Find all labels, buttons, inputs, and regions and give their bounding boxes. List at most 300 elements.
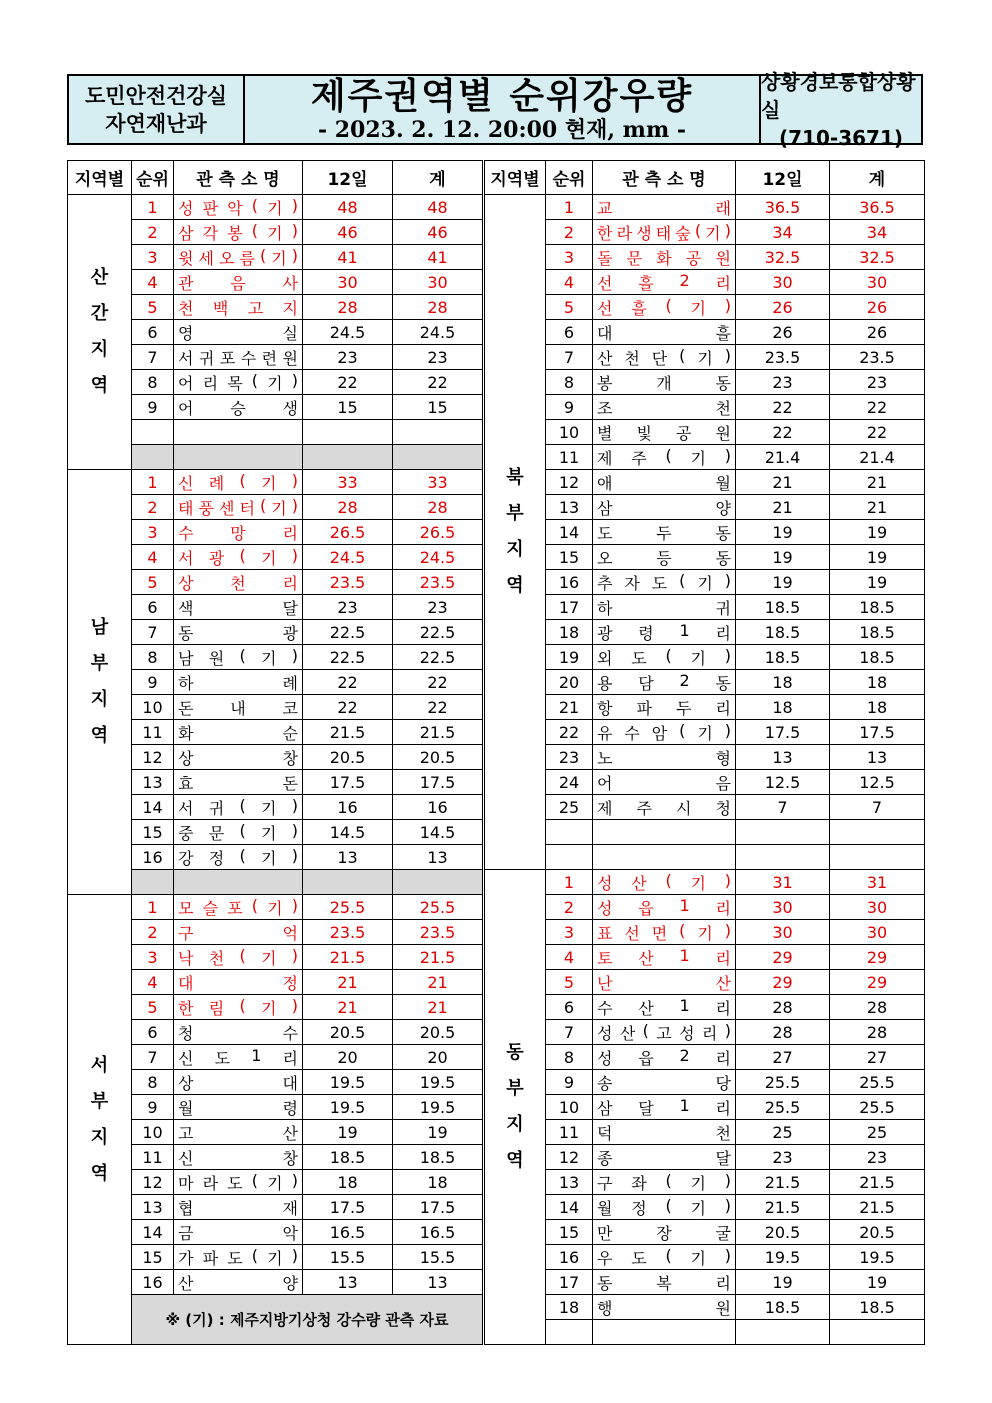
- rank-cell: 7: [546, 345, 593, 370]
- department-line1: 도민안전건강실: [84, 83, 227, 108]
- col-station: 관 측 소 명: [593, 161, 736, 195]
- region-label: 남 부 지 역: [68, 470, 132, 895]
- total-rain: 13: [393, 1270, 483, 1295]
- empty-cell: [546, 820, 593, 845]
- empty-cell: [830, 845, 925, 870]
- station-name: [174, 1045, 303, 1070]
- station-name-text: 영 실: [178, 323, 298, 343]
- station-name-text: 태 풍 센 터 ( 기 ): [178, 495, 298, 518]
- rank-cell: 2: [132, 495, 174, 520]
- total-rain: 19.5: [830, 1245, 925, 1270]
- total-rain: 19: [830, 1270, 925, 1295]
- station-name-text: 대 정: [178, 973, 298, 993]
- day-rain: 23.5: [736, 345, 830, 370]
- table-row: [485, 1145, 925, 1170]
- rank-cell: 16: [546, 1245, 593, 1270]
- empty-cell: [174, 420, 303, 445]
- station-name-text: 삼 각 봉 ( 기 ): [178, 220, 298, 243]
- total-rain: 16: [393, 795, 483, 820]
- station-name: [593, 770, 736, 795]
- total-rain: 21: [393, 970, 483, 995]
- total-rain: 25.5: [830, 1070, 925, 1095]
- table-row: [485, 970, 925, 995]
- table-row: [485, 1170, 925, 1195]
- total-rain: 28: [393, 295, 483, 320]
- table-row: [68, 195, 483, 220]
- station-name-text: 만 장 굴: [597, 1223, 731, 1243]
- rank-cell: 16: [132, 1270, 174, 1295]
- rank-cell: 14: [132, 1220, 174, 1245]
- rank-cell: 10: [546, 420, 593, 445]
- station-name: [174, 1120, 303, 1145]
- empty-cell: [830, 820, 925, 845]
- table-row: [485, 1295, 925, 1320]
- day-rain: 19.5: [303, 1070, 393, 1095]
- empty-cell: [393, 870, 483, 895]
- table-row: [485, 320, 925, 345]
- station-name-text: 하 귀: [597, 598, 731, 618]
- rank-cell: 4: [132, 545, 174, 570]
- day-rain: 31: [736, 870, 830, 895]
- station-name: [593, 320, 736, 345]
- total-rain: 21.5: [830, 1170, 925, 1195]
- total-rain: 30: [830, 920, 925, 945]
- rank-cell: 15: [132, 1245, 174, 1270]
- rank-cell: 1: [546, 195, 593, 220]
- station-name: [174, 1020, 303, 1045]
- station-name-text: 애 월: [597, 473, 731, 493]
- station-name: [593, 445, 736, 470]
- page-subtitle: - 2023. 2. 12. 20:00 현재, mm -: [317, 116, 687, 143]
- station-name-text: 제 주 시 청: [597, 798, 731, 818]
- station-name-text: 산 양: [178, 1273, 298, 1293]
- total-rain: 31: [830, 870, 925, 895]
- day-rain: 41: [303, 245, 393, 270]
- station-name-text: 성 읍 2 리: [597, 1045, 731, 1068]
- total-rain: 13: [393, 845, 483, 870]
- department-line2: 자연재난과: [105, 111, 207, 136]
- station-name-text: 효 돈: [178, 773, 298, 793]
- station-name: [174, 570, 303, 595]
- day-rain: 20.5: [303, 745, 393, 770]
- total-rain: 17.5: [393, 1195, 483, 1220]
- day-rain: 18.5: [736, 1295, 830, 1320]
- station-name: [593, 1295, 736, 1320]
- total-rain: 22: [830, 395, 925, 420]
- total-rain: 18.5: [830, 595, 925, 620]
- station-name-text: 수 망 리: [178, 523, 298, 543]
- total-rain: 26.5: [393, 520, 483, 545]
- table-row: [485, 670, 925, 695]
- day-rain: 25.5: [736, 1070, 830, 1095]
- station-name: [593, 195, 736, 220]
- station-name-text: 신 도 1 리: [178, 1045, 298, 1068]
- table-row: [485, 720, 925, 745]
- day-rain: 18.5: [736, 595, 830, 620]
- source-note: ※ (기) : 제주지방기상청 강수량 관측 자료: [132, 1295, 483, 1345]
- table-row: [485, 545, 925, 570]
- station-name: [174, 895, 303, 920]
- empty-cell: [132, 420, 174, 445]
- day-rain: 26: [736, 320, 830, 345]
- rank-cell: 18: [546, 620, 593, 645]
- rank-cell: 9: [132, 1095, 174, 1120]
- station-name-text: 고 산: [178, 1123, 298, 1143]
- station-name: [593, 270, 736, 295]
- rank-cell: 8: [132, 645, 174, 670]
- station-name: [593, 1245, 736, 1270]
- empty-cell: [593, 1320, 736, 1345]
- rank-cell: 11: [546, 1120, 593, 1145]
- day-rain: 22: [303, 370, 393, 395]
- station-name-text: 서 귀 포 수 련 원: [178, 348, 298, 368]
- col-day: 12일: [303, 161, 393, 195]
- day-rain: 21: [303, 970, 393, 995]
- day-rain: 30: [303, 270, 393, 295]
- total-rain: 23.5: [830, 345, 925, 370]
- table-row: [485, 1270, 925, 1295]
- station-name-text: 산 천 단 ( 기 ): [597, 345, 731, 368]
- station-name: [593, 470, 736, 495]
- day-rain: 24.5: [303, 320, 393, 345]
- station-name: [593, 795, 736, 820]
- empty-row: [485, 845, 925, 870]
- day-rain: 30: [736, 920, 830, 945]
- station-name-text: 어 리 목 ( 기 ): [178, 370, 298, 393]
- day-rain: 33: [303, 470, 393, 495]
- station-name-text: 신 례 ( 기 ): [178, 470, 298, 493]
- station-name-text: 우 도 ( 기 ): [597, 1245, 731, 1268]
- total-rain: 16.5: [393, 1220, 483, 1245]
- total-rain: 17.5: [393, 770, 483, 795]
- station-name: [174, 845, 303, 870]
- empty-cell: [303, 420, 393, 445]
- total-rain: 26: [830, 320, 925, 345]
- table-row: [485, 620, 925, 645]
- total-rain: 19.5: [393, 1095, 483, 1120]
- table-row: [485, 370, 925, 395]
- station-name: [593, 1170, 736, 1195]
- rank-cell: 6: [546, 320, 593, 345]
- total-rain: 18: [830, 695, 925, 720]
- total-rain: 20.5: [393, 745, 483, 770]
- day-rain: 20.5: [736, 1220, 830, 1245]
- station-name: [593, 645, 736, 670]
- day-rain: 25.5: [736, 1095, 830, 1120]
- rank-cell: 21: [546, 695, 593, 720]
- total-rain: 20.5: [393, 1020, 483, 1045]
- station-name: [174, 745, 303, 770]
- empty-row: [485, 820, 925, 845]
- day-rain: 19: [736, 545, 830, 570]
- day-rain: 36.5: [736, 195, 830, 220]
- station-name: [174, 720, 303, 745]
- region-label: 서 부 지 역: [68, 895, 132, 1345]
- day-rain: 48: [303, 195, 393, 220]
- station-name-text: 성 산 ( 기 ): [597, 870, 731, 893]
- empty-cell: [393, 420, 483, 445]
- day-rain: 30: [736, 895, 830, 920]
- station-name: [174, 820, 303, 845]
- total-rain: 27: [830, 1045, 925, 1070]
- day-rain: 19: [303, 1120, 393, 1145]
- station-name: [174, 1145, 303, 1170]
- station-name-text: 오 등 동: [597, 548, 731, 568]
- day-rain: 20.5: [303, 1020, 393, 1045]
- rank-cell: 14: [132, 795, 174, 820]
- station-name: [593, 620, 736, 645]
- station-name: [174, 320, 303, 345]
- station-name: [174, 645, 303, 670]
- table-row: [485, 1120, 925, 1145]
- station-name-text: 선 흘 ( 기 ): [597, 295, 731, 318]
- rank-cell: 9: [546, 395, 593, 420]
- station-name: [174, 495, 303, 520]
- total-rain: 33: [393, 470, 483, 495]
- day-rain: 24.5: [303, 545, 393, 570]
- total-rain: 20.5: [830, 1220, 925, 1245]
- rank-cell: 18: [546, 1295, 593, 1320]
- rank-cell: 8: [132, 370, 174, 395]
- table-row: [485, 1020, 925, 1045]
- table-row: [485, 1245, 925, 1270]
- station-name-text: 난 산: [597, 973, 731, 993]
- right-rainfall-table: [484, 160, 925, 1345]
- station-name-text: 하 례: [178, 673, 298, 693]
- rank-cell: 9: [132, 395, 174, 420]
- station-name-text: 한 림 ( 기 ): [178, 995, 298, 1018]
- station-name: [174, 695, 303, 720]
- station-name-text: 금 악: [178, 1223, 298, 1243]
- rank-cell: 3: [132, 245, 174, 270]
- table-row: [485, 1070, 925, 1095]
- day-rain: 30: [736, 270, 830, 295]
- station-name-text: 마 라 도 ( 기 ): [178, 1170, 298, 1193]
- day-rain: 23: [303, 345, 393, 370]
- table-row: [485, 745, 925, 770]
- station-name-text: 낙 천 ( 기 ): [178, 945, 298, 968]
- rank-cell: 7: [132, 345, 174, 370]
- station-name: [593, 570, 736, 595]
- total-rain: 25.5: [393, 895, 483, 920]
- day-rain: 17.5: [303, 1195, 393, 1220]
- day-rain: 22: [303, 695, 393, 720]
- rank-cell: 7: [546, 1020, 593, 1045]
- day-rain: 13: [736, 745, 830, 770]
- total-rain: 30: [393, 270, 483, 295]
- station-name-text: 서 광 ( 기 ): [178, 545, 298, 568]
- total-rain: 18.5: [830, 620, 925, 645]
- empty-cell: [303, 870, 393, 895]
- day-rain: 22: [736, 420, 830, 445]
- empty-cell: [546, 1320, 593, 1345]
- station-name-text: 성 판 악 ( 기 ): [178, 195, 298, 218]
- rank-cell: 15: [546, 545, 593, 570]
- table-row: [485, 695, 925, 720]
- rank-cell: 13: [546, 495, 593, 520]
- total-rain: 18: [830, 670, 925, 695]
- rank-cell: 10: [132, 1120, 174, 1145]
- station-name: [593, 670, 736, 695]
- station-name: [593, 870, 736, 895]
- total-rain: 22.5: [393, 645, 483, 670]
- total-rain: 24.5: [393, 545, 483, 570]
- day-rain: 28: [736, 1020, 830, 1045]
- total-rain: 19.5: [393, 1070, 483, 1095]
- station-name: [593, 1020, 736, 1045]
- left-rainfall-table: [67, 160, 483, 1345]
- station-name: [174, 470, 303, 495]
- rank-cell: 7: [132, 1045, 174, 1070]
- total-rain: 18.5: [830, 645, 925, 670]
- rank-cell: 4: [546, 270, 593, 295]
- total-rain: 21: [830, 470, 925, 495]
- station-name: [174, 270, 303, 295]
- station-name: [174, 370, 303, 395]
- rank-cell: 6: [132, 595, 174, 620]
- station-name-text: 제 주 ( 기 ): [597, 445, 731, 468]
- rank-cell: 4: [132, 270, 174, 295]
- station-name-text: 중 문 ( 기 ): [178, 820, 298, 843]
- rank-cell: 2: [546, 220, 593, 245]
- table-row: [485, 895, 925, 920]
- total-rain: 28: [830, 995, 925, 1020]
- total-rain: 22: [393, 670, 483, 695]
- rank-cell: 14: [546, 520, 593, 545]
- total-rain: 18.5: [830, 1295, 925, 1320]
- station-name-text: 어 음: [597, 773, 731, 793]
- rank-cell: 5: [546, 295, 593, 320]
- contact-line2: (710-3671): [779, 125, 903, 150]
- station-name-text: 돈 내 코: [178, 698, 298, 718]
- col-region: 지역별: [485, 161, 546, 195]
- day-rain: 19: [736, 570, 830, 595]
- day-rain: 29: [736, 970, 830, 995]
- empty-cell: [736, 845, 830, 870]
- station-name-text: 항 파 두 리: [597, 698, 731, 718]
- day-rain: 18.5: [736, 620, 830, 645]
- station-name-text: 토 산 1 리: [597, 945, 731, 968]
- day-rain: 18.5: [303, 1145, 393, 1170]
- station-name-text: 별 빛 공 원: [597, 423, 731, 443]
- station-name-text: 종 달: [597, 1148, 731, 1168]
- department-box: [69, 76, 245, 143]
- station-name: [593, 245, 736, 270]
- region-label: 동 부 지 역: [485, 870, 546, 1345]
- rank-cell: 15: [546, 1220, 593, 1245]
- total-rain: 21: [393, 995, 483, 1020]
- station-name: [174, 1245, 303, 1270]
- station-name-text: 천 백 고 지: [178, 298, 298, 318]
- rank-cell: 6: [132, 320, 174, 345]
- rank-cell: 8: [546, 370, 593, 395]
- station-name-text: 노 형: [597, 748, 731, 768]
- total-rain: 23.5: [393, 920, 483, 945]
- day-rain: 16.5: [303, 1220, 393, 1245]
- station-name: [593, 395, 736, 420]
- station-name: [593, 720, 736, 745]
- table-row: [485, 1220, 925, 1245]
- day-rain: 23: [303, 595, 393, 620]
- rank-cell: 12: [546, 1145, 593, 1170]
- rank-cell: 11: [132, 1145, 174, 1170]
- station-name-text: 대 흘: [597, 323, 731, 343]
- total-rain: 19: [393, 1120, 483, 1145]
- total-rain: 15: [393, 395, 483, 420]
- rank-cell: 3: [132, 945, 174, 970]
- total-rain: 23.5: [393, 570, 483, 595]
- station-name-text: 청 수: [178, 1023, 298, 1043]
- total-rain: 19: [830, 545, 925, 570]
- station-name: [174, 1195, 303, 1220]
- total-rain: 24.5: [393, 320, 483, 345]
- empty-row: [485, 1320, 925, 1345]
- rank-cell: 9: [546, 1070, 593, 1095]
- rank-cell: 10: [132, 695, 174, 720]
- total-rain: 23: [830, 370, 925, 395]
- station-name: [593, 220, 736, 245]
- rank-cell: 12: [546, 470, 593, 495]
- station-name-text: 유 수 암 ( 기 ): [597, 720, 731, 743]
- day-rain: 26: [736, 295, 830, 320]
- day-rain: 21.5: [736, 1195, 830, 1220]
- station-name: [593, 920, 736, 945]
- rank-cell: 2: [546, 895, 593, 920]
- station-name: [593, 370, 736, 395]
- station-name-text: 남 원 ( 기 ): [178, 645, 298, 668]
- station-name: [174, 595, 303, 620]
- table-row: [485, 795, 925, 820]
- day-rain: 25.5: [303, 895, 393, 920]
- station-name: [593, 970, 736, 995]
- station-name: [593, 945, 736, 970]
- day-rain: 14.5: [303, 820, 393, 845]
- station-name-text: 성 읍 1 리: [597, 895, 731, 918]
- rank-cell: 16: [132, 845, 174, 870]
- station-name-text: 용 담 2 동: [597, 670, 731, 693]
- region-label: 산 간 지 역: [68, 195, 132, 470]
- day-rain: 18.5: [736, 645, 830, 670]
- day-rain: 23: [736, 1145, 830, 1170]
- total-rain: 18: [393, 1170, 483, 1195]
- day-rain: 22.5: [303, 645, 393, 670]
- station-name-text: 광 령 1 리: [597, 620, 731, 643]
- rank-cell: 6: [546, 995, 593, 1020]
- station-name-text: 신 창: [178, 1148, 298, 1168]
- total-rain: 28: [830, 1020, 925, 1045]
- station-name-text: 덕 천: [597, 1123, 731, 1143]
- day-rain: 25: [736, 1120, 830, 1145]
- total-rain: 32.5: [830, 245, 925, 270]
- rank-cell: 14: [546, 1195, 593, 1220]
- table-row: [68, 895, 483, 920]
- report-header: [67, 69, 923, 150]
- total-rain: 26: [830, 295, 925, 320]
- station-name: [593, 1095, 736, 1120]
- total-rain: 25: [830, 1120, 925, 1145]
- total-rain: 34: [830, 220, 925, 245]
- rank-cell: 1: [132, 470, 174, 495]
- rank-cell: 7: [132, 620, 174, 645]
- table-row: [485, 270, 925, 295]
- day-rain: 21.5: [736, 1170, 830, 1195]
- rank-cell: 1: [132, 895, 174, 920]
- day-rain: 29: [736, 945, 830, 970]
- empty-cell: [546, 845, 593, 870]
- station-name: [593, 1070, 736, 1095]
- rank-cell: 12: [132, 745, 174, 770]
- table-row: [485, 1195, 925, 1220]
